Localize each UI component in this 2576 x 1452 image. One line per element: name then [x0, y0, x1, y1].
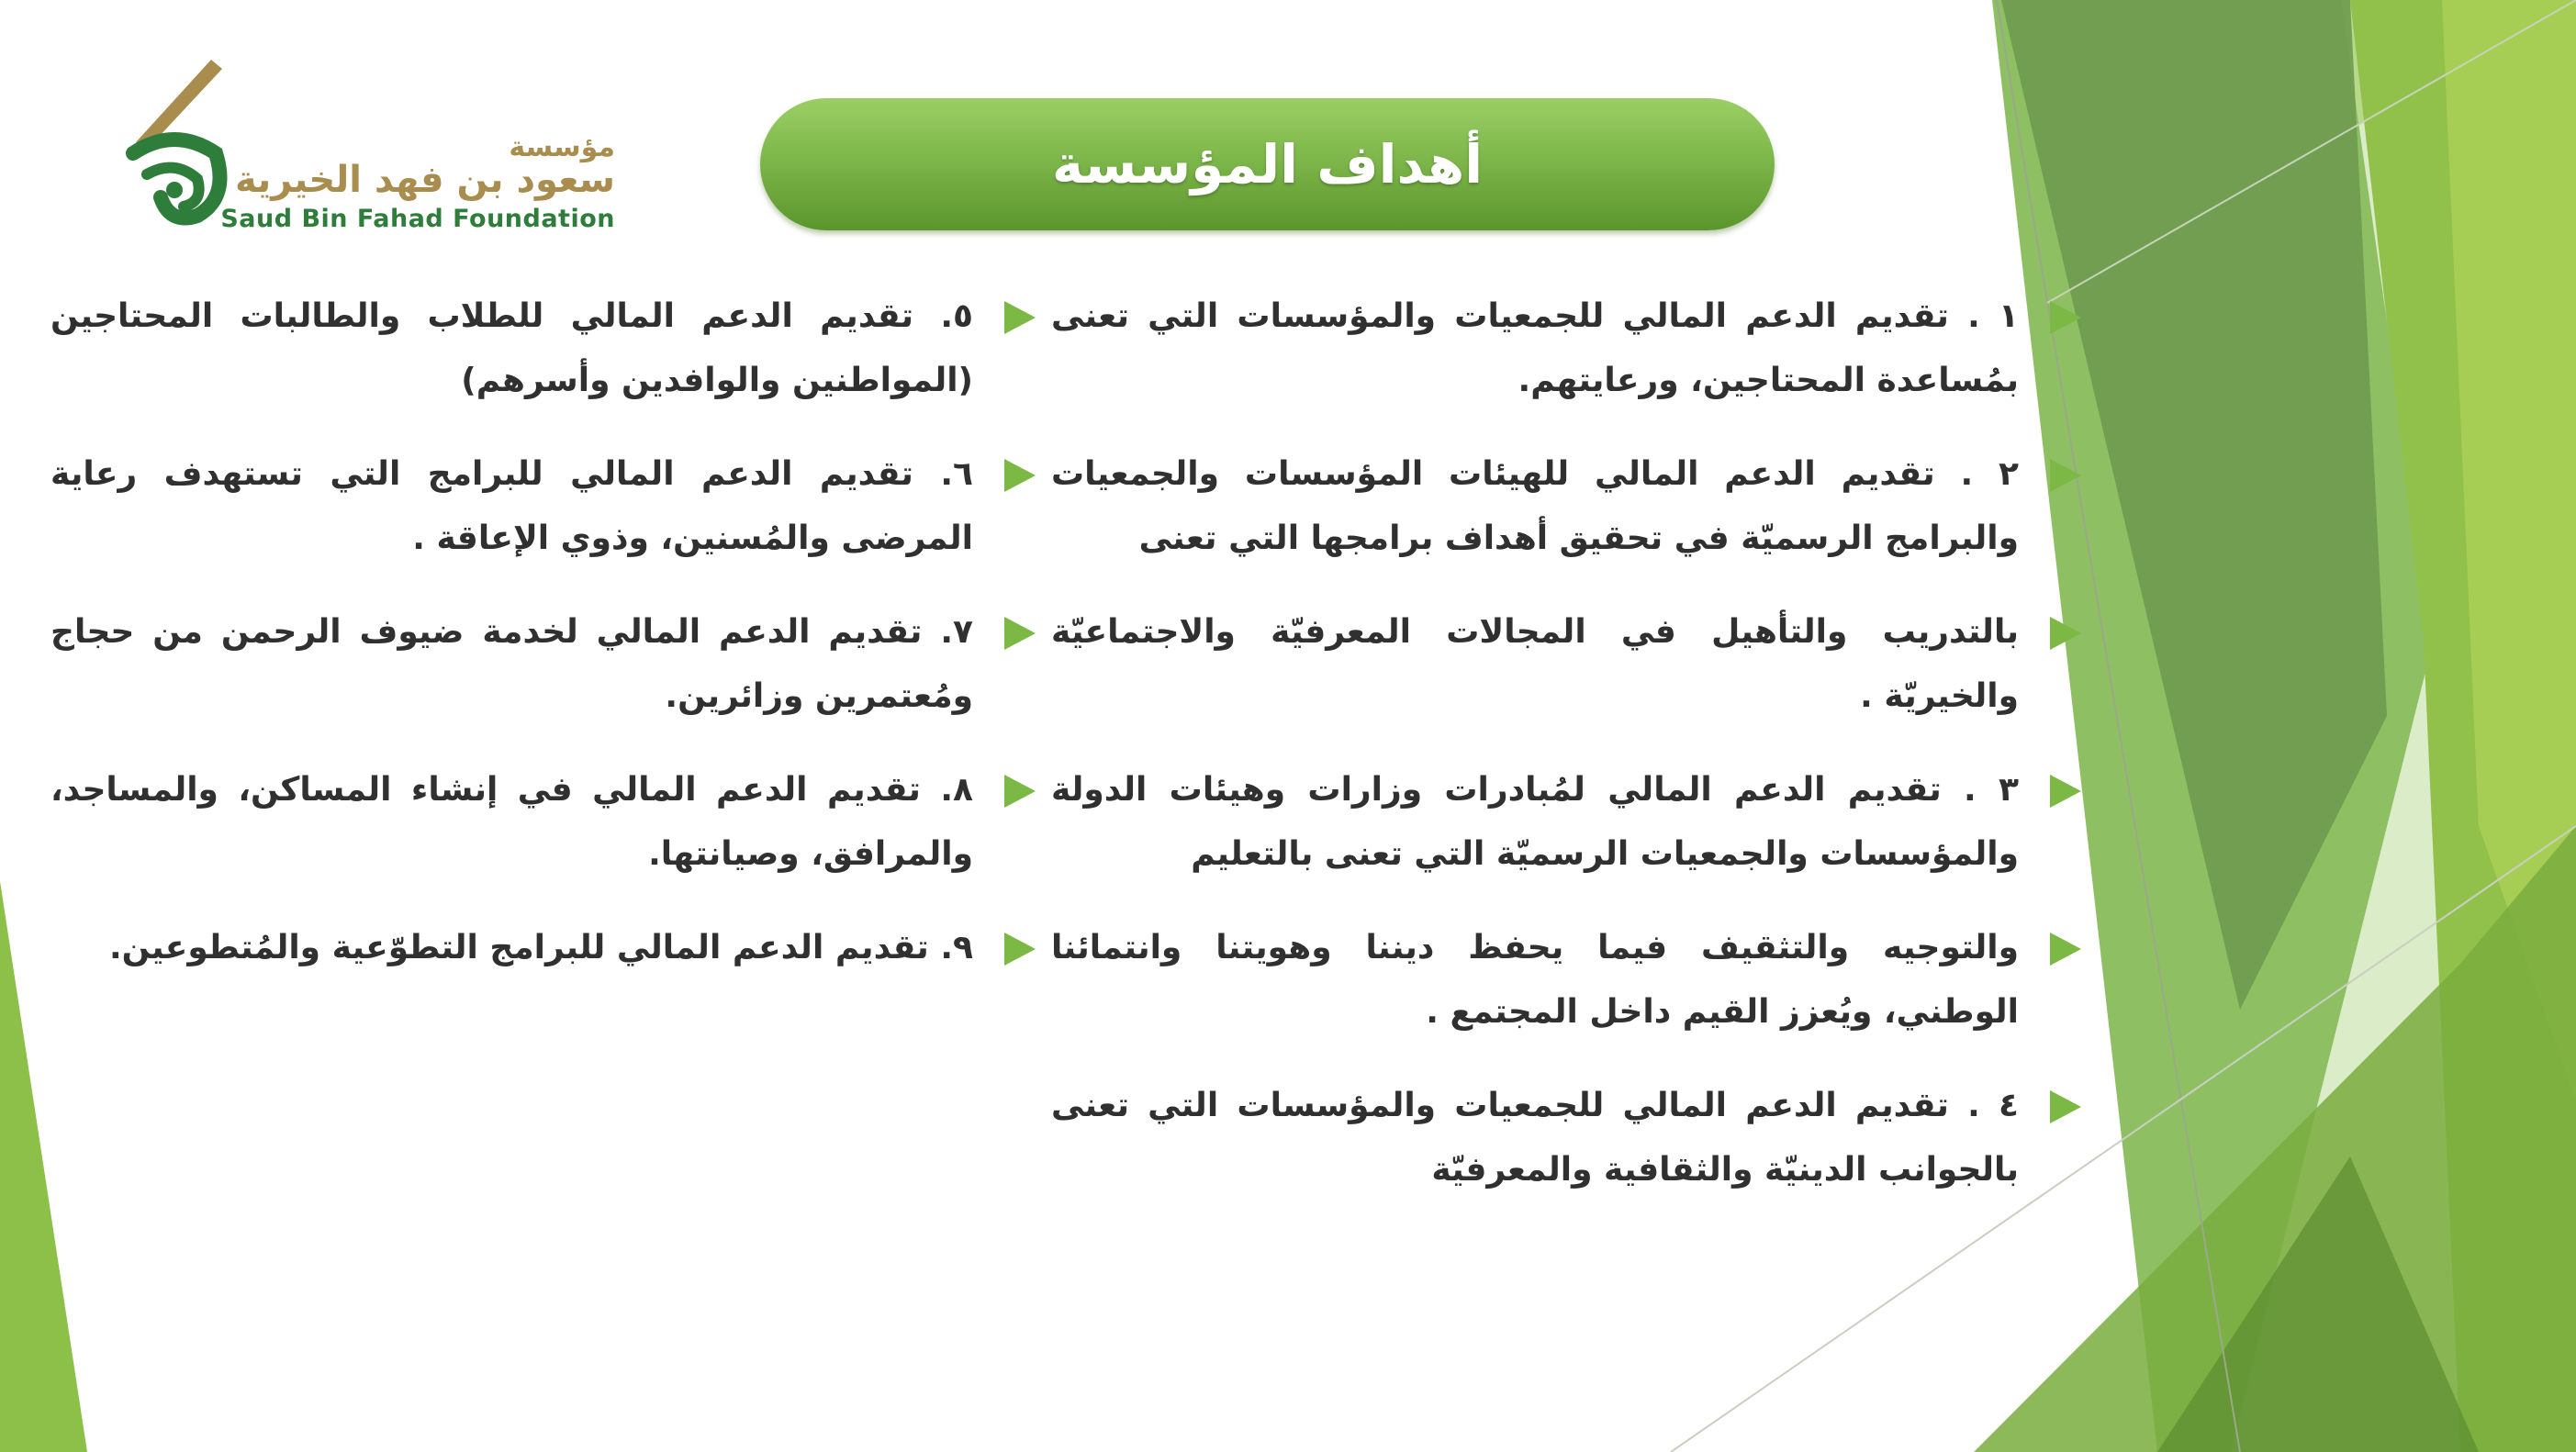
goal-text: والتوجيه والتثقيف فيما يحفظ ديننا وهويتنا وانتمائنا الوطني، ويُعزز القيم داخل المجتمع . — [1051, 929, 2019, 1031]
triangle-bullet-icon — [2050, 617, 2081, 650]
triangle-bullet-icon — [1004, 775, 1036, 808]
goal-text: بالتدريب والتأهيل في المجالات المعرفيّة والاجتماعيّة والخيريّة . — [1051, 613, 2019, 715]
goal-text: ٧. تقديم الدعم المالي لخدمة ضيوف الرحمن من حجاج ومُعتمرين وزائرين. — [50, 613, 973, 715]
goal-item — [50, 600, 1036, 729]
goal-item — [1051, 600, 2081, 729]
goal-text: ٨. تقديم الدعم المالي في إنشاء المساكن، والمساجد، والمرافق، وصيانتها. — [50, 771, 973, 873]
goal-text: ٥. تقديم الدعم المالي للطلاب والطالبات المحتاجين (المواطنين والوافدين وأسرهم) — [50, 297, 973, 399]
triangle-bullet-icon — [1004, 459, 1036, 492]
goal-item — [1051, 442, 2081, 571]
triangle-bullet-icon — [1004, 933, 1036, 966]
foundation-emblem-icon — [119, 50, 230, 239]
goal-text: ١ . تقديم الدعم المالي للجمعيات والمؤسسات التي تعنى بمُساعدة المحتاجين، ورعايتهم. — [1051, 297, 2019, 399]
goal-text: ٣ . تقديم الدعم المالي لمُبادرات وزارات وهيئات الدولة والمؤسسات والجمعيات الرسميّة التي تعنى بالتعليم — [1051, 771, 2019, 873]
triangle-bullet-icon — [2050, 775, 2081, 808]
goal-item — [1051, 285, 2081, 413]
goal-item — [1051, 758, 2081, 887]
triangle-bullet-icon — [1004, 301, 1036, 334]
goal-item — [50, 442, 1036, 571]
triangle-bullet-icon — [2050, 1090, 2081, 1123]
logo-arabic-line-2: سعود بن فهد الخيرية — [234, 159, 615, 201]
goal-text: ٢ . تقديم الدعم المالي للهيئات المؤسسات والجمعيات والبرامج الرسميّة في تحقيق أهداف برامجها التي تعنى — [1051, 455, 2019, 557]
goal-item — [50, 758, 1036, 887]
goal-item — [1051, 1074, 2081, 1202]
goal-item — [50, 916, 1036, 980]
logo-english-name: Saud Bin Fahad Foundation — [220, 205, 615, 233]
goal-text: ٤ . تقديم الدعم المالي للجمعيات والمؤسسات التي تعنى بالجوانب الدينيّة والثقافية والمعرفيّة — [1051, 1087, 2019, 1189]
page-title: أهداف المؤسسة — [1051, 133, 1484, 195]
triangle-bullet-icon — [2050, 301, 2081, 334]
goals-list-left — [50, 285, 1036, 1010]
triangle-bullet-icon — [1004, 617, 1036, 650]
triangle-bullet-icon — [2050, 459, 2081, 492]
logo-arabic-line-1: مؤسسة — [509, 131, 615, 163]
goal-item — [1051, 916, 2081, 1044]
title-banner — [760, 98, 1775, 230]
foundation-logo — [119, 50, 615, 239]
triangle-bullet-icon — [2050, 933, 2081, 966]
goals-list-right — [1051, 285, 2081, 1232]
goal-text: ٦. تقديم الدعم المالي للبرامج التي تستهدف رعاية المرضى والمُسنين، وذوي الإعاقة . — [50, 455, 973, 557]
goal-item — [50, 285, 1036, 413]
goal-text: ٩. تقديم الدعم المالي للبرامج التطوّعية والمُتطوعين. — [108, 929, 973, 966]
